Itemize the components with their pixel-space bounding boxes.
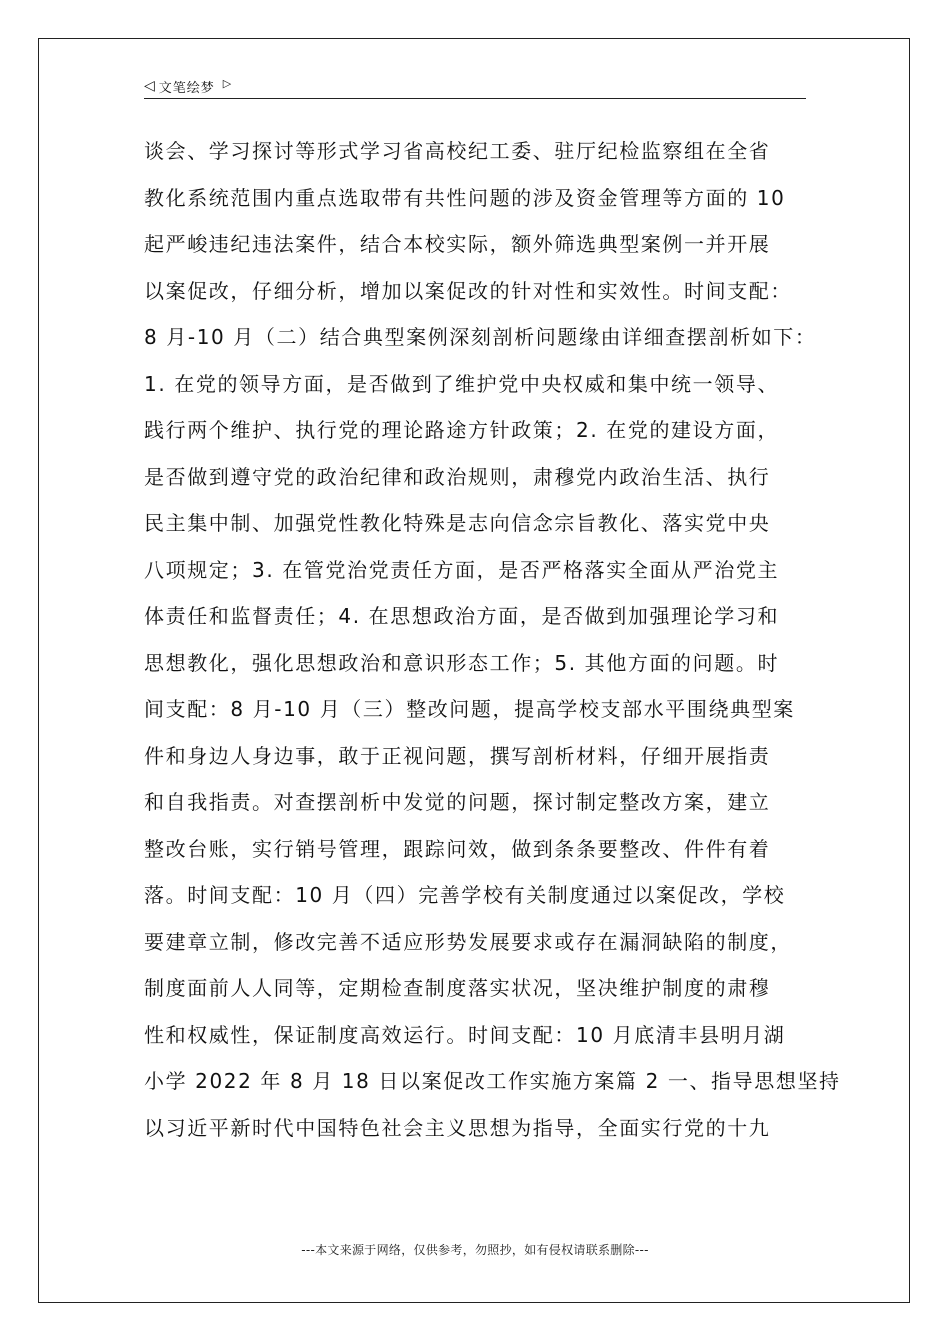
body-line: 践行两个维护、执行党的理论路途方针政策；2. 在党的建设方面，: [144, 418, 780, 442]
body-line: 谈会、学习探讨等形式学习省高校纪工委、驻厅纪检监察组在全省: [144, 139, 771, 163]
body-line: 性和权威性，保证制度高效运行。时间支配：10 月底清丰县明月湖: [144, 1022, 786, 1047]
body-line: 体责任和监督责任；4. 在思想政治方面，是否做到加强理论学习和: [144, 604, 780, 628]
body-line: 整改台账，实行销号管理，跟踪问效，做到条条要整改、件件有着: [144, 836, 771, 861]
body-line: 和自我指责。对查摆剖析中发觉的问题，探讨制定整改方案，建立: [144, 790, 771, 814]
body-line: 以习近平新时代中国特色社会主义思想为指导，全面实行党的十九: [144, 1115, 771, 1140]
header-brand-text: 文笔绘梦: [158, 80, 215, 96]
body-line: 件和身边人身边事，敢于正视问题，撰写剖析材料，仔细开展指责: [144, 743, 771, 768]
left-triangle-icon: ◁: [144, 78, 155, 94]
document-body: [144, 128, 841, 1151]
right-triangle-icon: ▷: [222, 76, 232, 90]
body-line: 要建章立制，修改完善不适应形势发展要求或存在漏洞缺陷的制度，: [144, 929, 792, 954]
document-header: [144, 74, 806, 99]
body-line: 起严峻违纪违法案件，结合本校实际，额外筛选典型案例一并开展: [144, 232, 771, 256]
body-line: 教化系统范围内重点选取带有共性问题的涉及资金管理等方面的 10: [144, 185, 786, 210]
body-line: 以案促改，仔细分析，增加以案促改的针对性和实效性。时间支配：: [144, 278, 792, 303]
body-line: 落。时间支配：10 月（四）完善学校有关制度通过以案促改，学校: [144, 883, 786, 907]
body-line: 8 月-10 月（二）结合典型案例深刻剖析问题缘由详细查摆剖析如下：: [144, 325, 817, 349]
body-line: 制度面前人人同等，定期检查制度落实状况，坚决维护制度的肃穆: [144, 976, 771, 1000]
body-line: 是否做到遵守党的政治纪律和政治规则，肃穆党内政治生活、执行: [144, 464, 771, 489]
body-line: 小学 2022 年 8 月 18 日以案促改工作实施方案篇 2 一、指导思想坚持: [144, 1069, 841, 1093]
body-line: 思想教化，强化思想政治和意识形态工作；5. 其他方面的问题。时: [144, 650, 780, 675]
body-line: 间支配：8 月-10 月（三）整改问题，提高学校支部水平围绕典型案: [144, 697, 795, 721]
body-line: 1. 在党的领导方面，是否做到了维护党中央权威和集中统一领导、: [144, 371, 780, 396]
body-line: 民主集中制、加强党性教化特殊是志向信念宗旨教化、落实党中央: [144, 511, 771, 535]
body-line: 八项规定；3. 在管党治党责任方面，是否严格落实全面从严治党主: [144, 557, 780, 582]
footer-disclaimer: ---本文来源于网络，仅供参考，勿照抄，如有侵权请联系删除---: [301, 1243, 649, 1257]
